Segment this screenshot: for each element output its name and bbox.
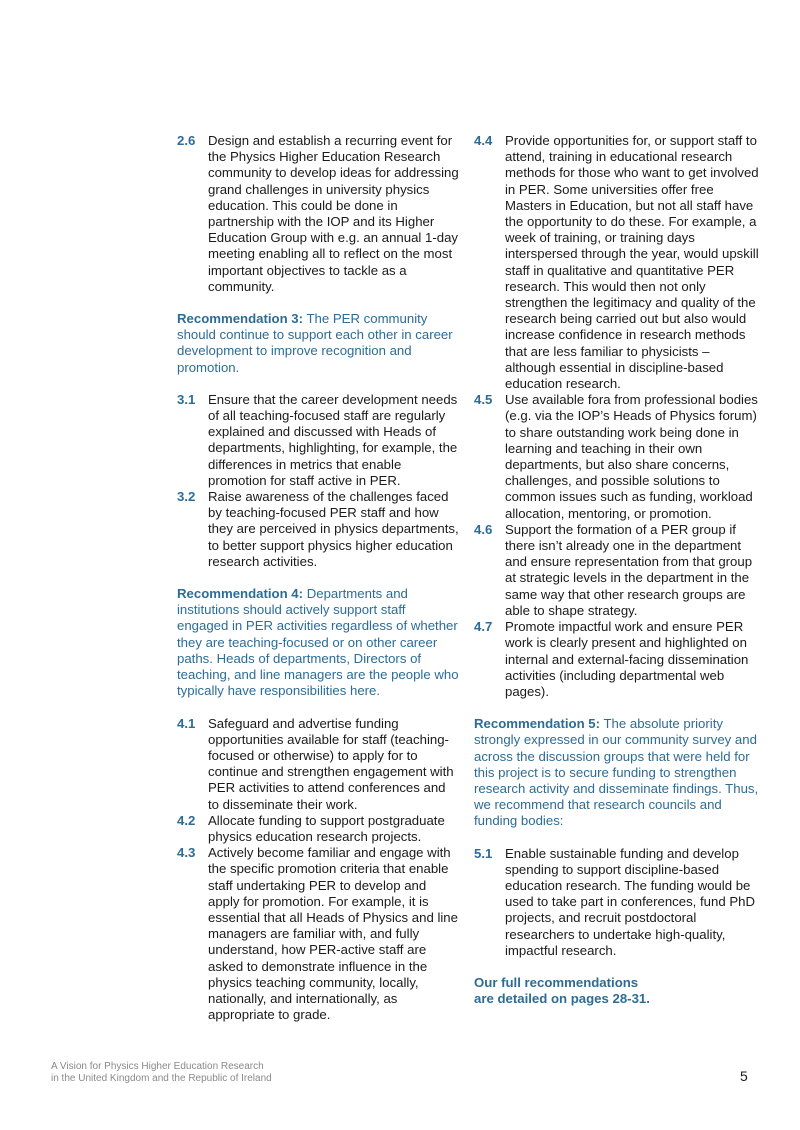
recommendation-label: Recommendation 5: bbox=[474, 716, 601, 732]
item-number: 5.1 bbox=[474, 845, 493, 861]
item-5-1 bbox=[474, 846, 759, 959]
item-text: Actively become familiar and engage with the specific promotion criteria that enable staff undertaking PER to develop and apply for promotion. For example, it is essential that all Heads of Physics and line managers are familiar with, and fully understand, how PER-active staff are asked to demonstrate influence in the physics teaching community, locally, nationally, and internationally, as appropriate to grade. bbox=[208, 845, 458, 1023]
recommendation-label: Recommendation 4: bbox=[177, 586, 304, 602]
item-number: 4.3 bbox=[177, 845, 196, 861]
item-text: Allocate funding to support postgraduate physics education research projects. bbox=[208, 812, 445, 844]
item-4-2 bbox=[177, 813, 459, 845]
item-number: 4.6 bbox=[474, 521, 493, 537]
item-4-1 bbox=[177, 716, 459, 813]
item-number: 4.4 bbox=[474, 133, 493, 148]
full-recommendations-line2: are detailed on pages 28-31. bbox=[474, 991, 650, 1007]
item-text: Safeguard and advertise funding opportunities available for staff (teaching-focused or otherwise) to apply for to continue and strengthen engagement with PER activities to attend conferences and to disseminate their work. bbox=[208, 715, 454, 812]
recommendation-5 bbox=[474, 716, 759, 829]
recommendation-4 bbox=[177, 586, 459, 699]
item-number: 3.2 bbox=[177, 489, 196, 505]
item-4-5 bbox=[474, 392, 759, 522]
recommendation-text: The PER community should continue to support each other in career development to improve recognition and promotion. bbox=[177, 311, 453, 375]
page-number: 5 bbox=[740, 1068, 748, 1084]
item-text: Design and establish a recurring event for the Physics Higher Education Research community to develop ideas for addressing grand challenges in university physics education. This could be done in partnership with the IOP and its Higher Education Group with e.g. an annual 1-day meeting enabling all to reflect on the most important objectives to tackle as a community. bbox=[208, 133, 459, 294]
item-3-1 bbox=[177, 392, 459, 489]
item-number: 4.1 bbox=[177, 715, 196, 731]
item-number: 4.2 bbox=[177, 812, 196, 828]
item-text: Enable sustainable funding and develop spending to support discipline-based education research. The funding would be used to take part in conferences, fund PhD projects, and recruit postdoctoral researchers to undertake high-quality, impactful research. bbox=[505, 845, 755, 958]
full-recommendations-line1: Our full recommendations bbox=[474, 974, 639, 990]
footer-title bbox=[51, 1061, 272, 1085]
item-number: 4.7 bbox=[474, 619, 493, 635]
footer-line1: A Vision for Physics Higher Education Research bbox=[51, 1061, 264, 1072]
item-3-2 bbox=[177, 489, 459, 570]
recommendation-text: Departments and institutions should actively support staff engaged in PER activities regardless of whether they are teaching-focused or on other career paths. Heads of departments, Directors of teaching, and line managers are the people who typically have responsibilities here. bbox=[177, 586, 459, 699]
item-number: 4.5 bbox=[474, 392, 493, 408]
right-column bbox=[474, 133, 759, 1007]
footer-line2: in the United Kingdom and the Republic of Ireland bbox=[51, 1073, 272, 1084]
full-recommendations-note bbox=[474, 975, 759, 1007]
recommendation-label: Recommendation 3: bbox=[177, 311, 304, 327]
item-text: Use available fora from professional bodies (e.g. via the IOP’s Heads of Physics forum) to share outstanding work being done in learning and teaching in their own departments, but also share concerns, challenges, and possible solutions to common issues such as funding, workload allocation, mentoring, or promotion. bbox=[505, 392, 758, 521]
item-4-7 bbox=[474, 619, 759, 700]
item-2-6 bbox=[177, 133, 459, 295]
item-text: Raise awareness of the challenges faced by teaching-focused PER staff and how they are perceived in physics departments, to better support physics higher education research activities. bbox=[208, 489, 459, 569]
item-4-3 bbox=[177, 845, 459, 1023]
item-4-4 bbox=[474, 133, 759, 392]
recommendation-text: The absolute priority strongly expressed in our community survey and across the discussion groups that were held for this project is to secure funding to strengthen research activity and disseminate findings. Thus, we recommend that research councils and funding bodies: bbox=[474, 716, 759, 829]
item-4-6 bbox=[474, 522, 759, 619]
item-text: Provide opportunities for, or support staff to attend, training in educational research methods for those who want to get involved in PER. Some universities offer free Masters in Education, but not all staff have the opportunity to do these. For example, a week of training, or training days interspersed through the year, would upskill staff in qualitative and quantitative PER research. This would then not only strengthen the legitimacy and quality of the research being carried out but also would increase confidence in research methods that are less familiar to physicists – although essential in discipline-based education research. bbox=[505, 133, 759, 392]
item-text: Ensure that the career development needs of all teaching-focused staff are regularly explained and discussed with Heads of departments, highlighting, for example, the differences in metrics that enable promotion for staff active in PER. bbox=[208, 391, 458, 488]
item-text: Support the formation of a PER group if there isn’t already one in the department and ensure representation from that group at strategic levels in the department in the same way that other research groups are able to shape strategy. bbox=[505, 521, 753, 618]
item-number: 3.1 bbox=[177, 391, 196, 407]
left-column bbox=[177, 133, 459, 1023]
recommendation-3 bbox=[177, 311, 459, 376]
item-number: 2.6 bbox=[177, 133, 196, 148]
item-text: Promote impactful work and ensure PER work is clearly present and highlighted on internal and external-facing dissemination activities (including departmental web pages). bbox=[505, 619, 749, 699]
